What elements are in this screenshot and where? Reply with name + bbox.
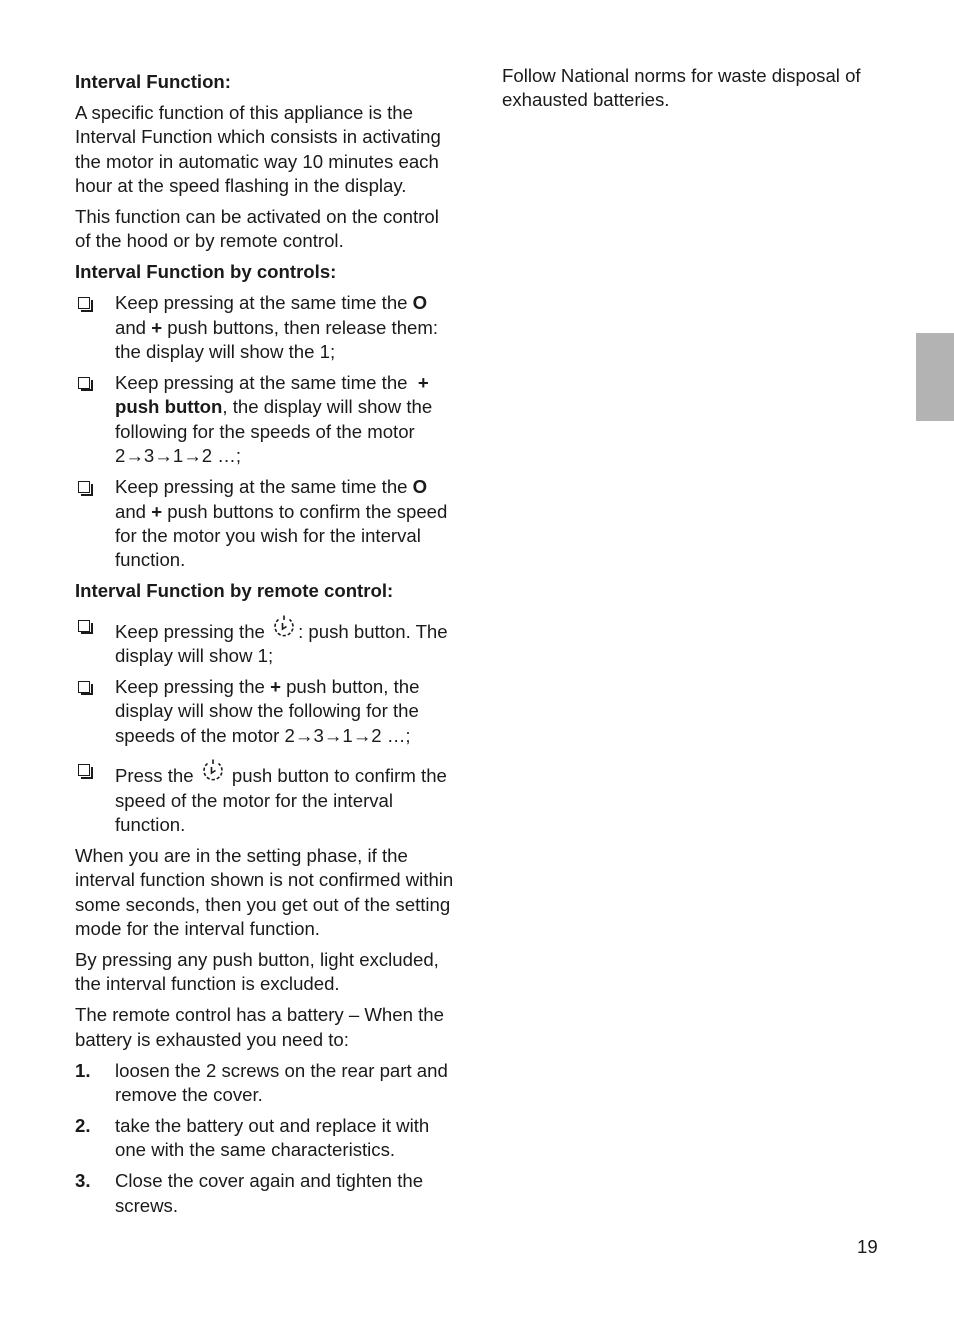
battery-step-2: 2. take the battery out and replace it with one with the same characteristics.	[75, 1114, 430, 1161]
disposal-paragraph: Follow National norms for waste disposal of exhausted batteries.	[502, 65, 861, 111]
timer-clock-icon	[271, 614, 297, 640]
remote-list-item-1: Keep pressing the : push button. The display will show 1;	[75, 614, 455, 669]
page-tab-marker	[916, 333, 954, 421]
battery-paragraph: The remote control has a battery – When the battery is exhausted you need to:	[75, 1004, 444, 1050]
heading-by-remote: Interval Function by remote control:	[75, 580, 394, 602]
battery-step-1: 1. loosen the 2 screws on the rear part and remove the cover.	[75, 1059, 448, 1106]
page-number: 19	[857, 1236, 878, 1257]
remote-list-item-3: Press the push button to confirm the speed of the motor for the interval function.	[75, 758, 455, 837]
setting-phase-paragraph: When you are in the setting phase, if the interval function shown is not confirmed within some seconds, then you get out of the setting mode for the interval function.	[75, 844, 454, 940]
checkbox-bullet-icon	[78, 481, 90, 493]
exclusion-paragraph: By pressing any push button, light excluded, the interval function is excluded.	[75, 949, 439, 995]
intro-paragraph: A specific function of this appliance is the Interval Function which consists in activating the motor in automatic way 10 minutes each hour at the speed flashing in the display.	[75, 101, 441, 197]
remote-list-item-2: Keep pressing the + push button, the display will show the following for the speeds of the motor 2→3→1→2 …;	[75, 675, 455, 748]
controls-list-item-2: Keep pressing at the same time the + push button, the display will show the following for the speeds of the motor 2→3→1→2 …;	[75, 371, 455, 469]
heading-by-controls: Interval Function by controls:	[75, 261, 337, 283]
checkbox-bullet-icon	[78, 620, 90, 632]
left-column	[75, 70, 455, 1225]
controls-list-item-3: Keep pressing at the same time the O and + push buttons to confirm the speed for the motor you wish for the interval function.	[75, 475, 455, 573]
battery-step-3: 3. Close the cover again and tighten the screws.	[75, 1170, 424, 1216]
checkbox-bullet-icon	[78, 681, 90, 693]
right-column	[502, 64, 882, 119]
checkbox-bullet-icon	[78, 764, 90, 776]
heading-interval-function: Interval Function:	[75, 71, 231, 92]
timer-clock-icon	[200, 758, 226, 784]
activation-paragraph: This function can be activated on the control of the hood or by remote control.	[75, 206, 439, 252]
checkbox-bullet-icon	[78, 297, 90, 309]
checkbox-bullet-icon	[78, 377, 90, 389]
controls-list-item-1: Keep pressing at the same time the O and + push buttons, then release them: the display will show the 1;	[75, 291, 455, 364]
